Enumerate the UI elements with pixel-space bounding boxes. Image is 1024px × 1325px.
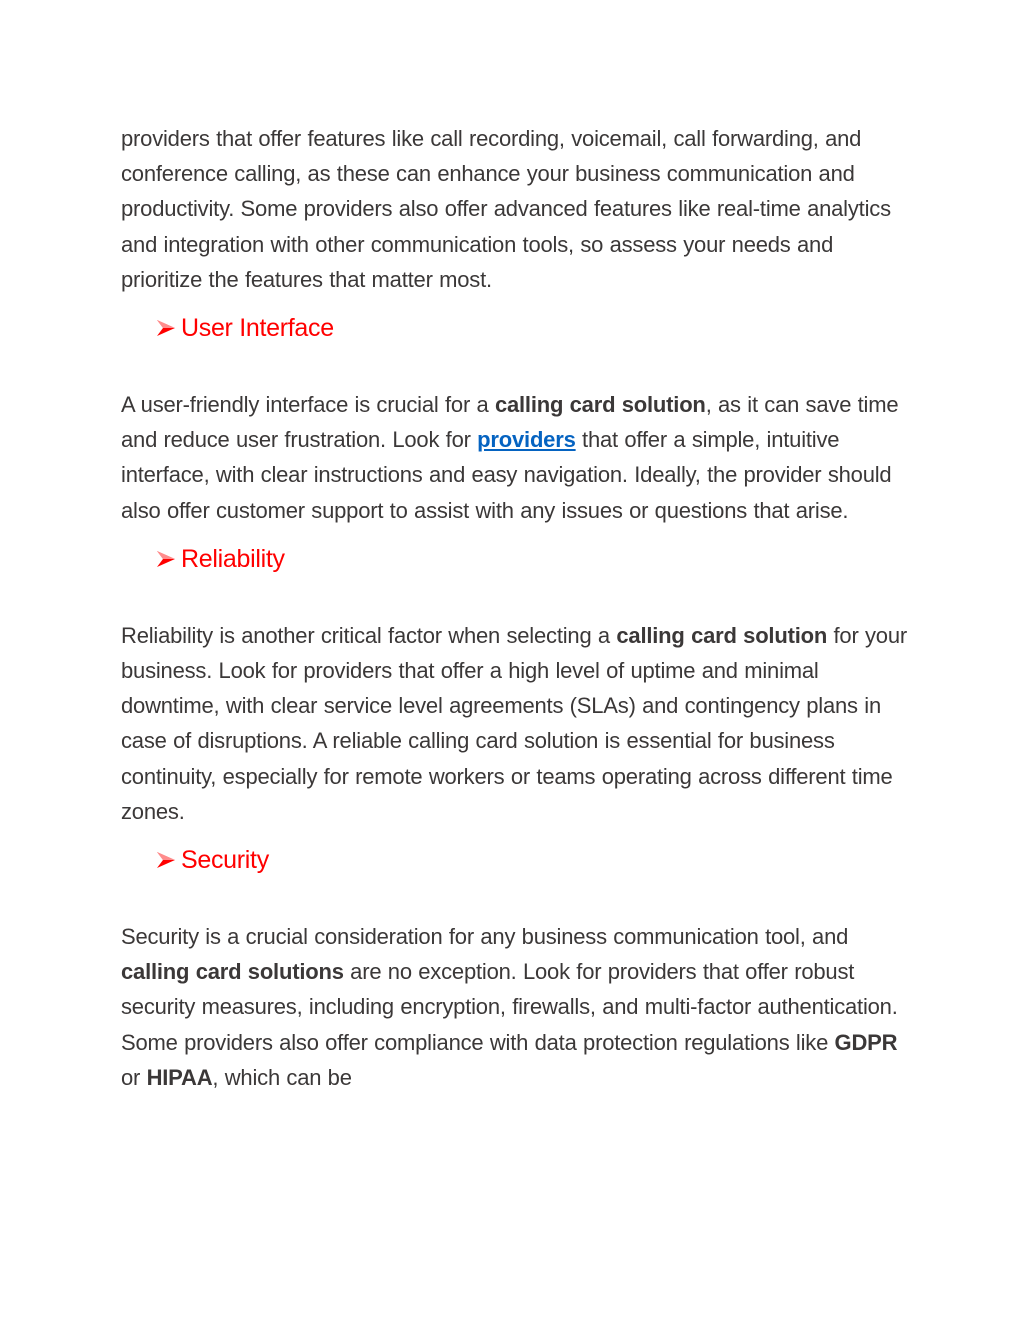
section-heading-text: User Interface [181,314,334,343]
bold-term: calling card solutions [121,959,344,985]
text-run: , which can be [212,1064,352,1090]
paragraph-security [121,919,911,1095]
text-run: are no exception. Look for providers that offer robust security measures, including encryption, firewalls, and multi-factor authentication. Some providers also offer compliance with data protection regulations like [121,959,898,1055]
providers-link[interactable]: providers [477,427,576,453]
arrow-bullet-icon [155,317,177,339]
bold-term: calling card solution [494,392,706,418]
bold-term: calling card solution [616,622,828,648]
arrow-bullet-icon [155,849,177,871]
text-run: Security is a crucial consideration for any business communication tool, and [121,924,849,950]
section-heading-security [155,843,911,877]
text-run: or [121,1064,147,1090]
document-page [121,121,911,1095]
section-heading-text: Security [181,846,269,875]
bold-term-hipaa: HIPAA [146,1064,213,1090]
text-run: A user-friendly interface is crucial for a [121,392,495,418]
section-heading-user-interface [155,311,911,345]
section-heading-text: Reliability [181,544,285,573]
text-run: , as it can save time and reduce user frustration. Look for [121,392,899,453]
section-heading-reliability [155,542,911,576]
paragraph-user-interface [121,387,911,528]
text-run: for your business. Look for providers that offer a high level of uptime and minimal downtime, with clear service level agreements (SLAs) and contingency plans in case of disruptions. A reliable calling card solution is essential for business continuity, especially for remote workers or teams operating across different time zones. [121,622,908,824]
text-run: that offer a simple, intuitive interface, with clear instructions and easy navigation. Ideally, the provider should also offer customer support to assist with any issues or questions that arise. [121,427,892,523]
bold-term-gdpr: GDPR [834,1029,898,1055]
intro-paragraph: providers that offer features like call recording, voicemail, call forwarding, and conference calling, as these can enhance your business communication and productivity. Some providers also offer advanced features like real-time analytics and integration with other communication tools, so assess your needs and prioritize the features that matter most. [121,126,891,292]
text-run: Reliability is another critical factor when selecting a [121,622,617,648]
paragraph-reliability [121,618,911,829]
arrow-bullet-icon [155,548,177,570]
